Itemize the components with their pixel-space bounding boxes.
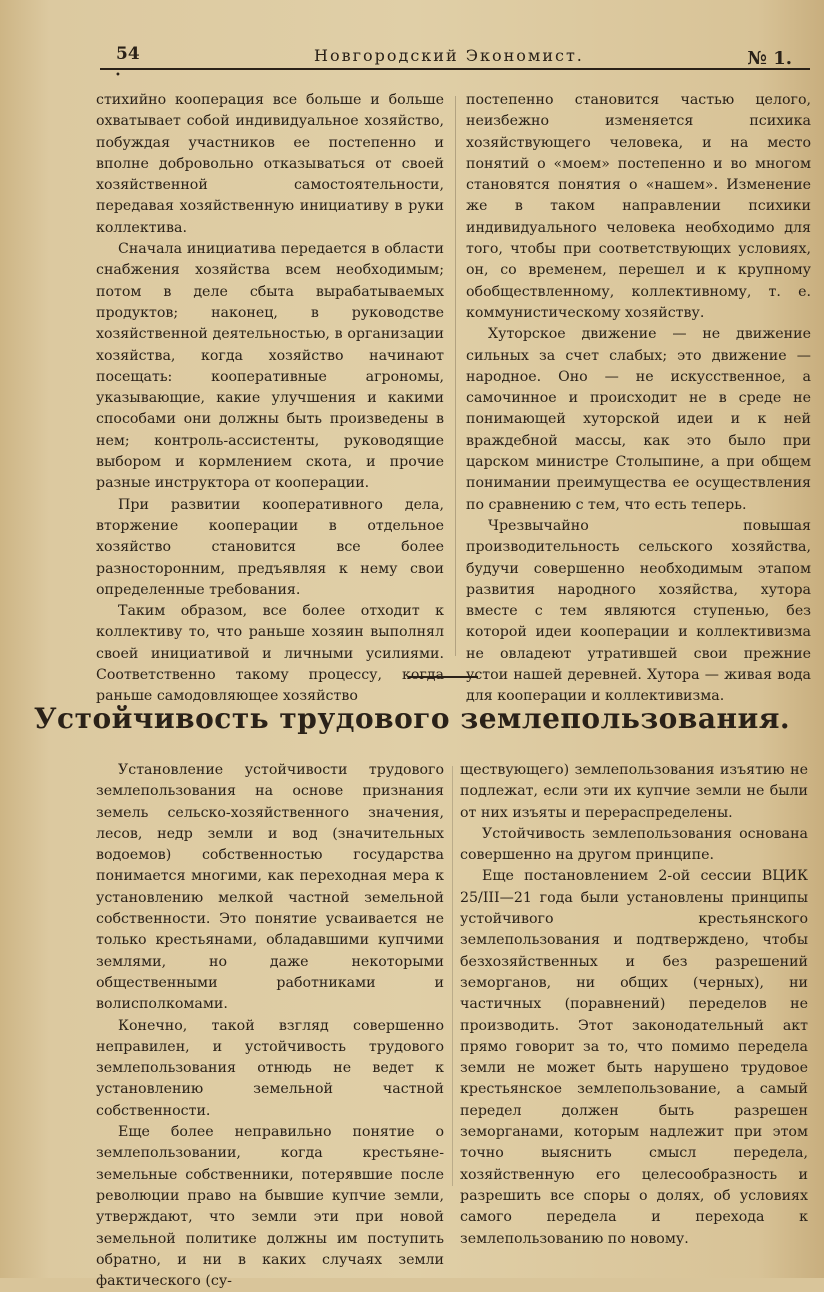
column-bottom-right <box>460 760 808 1250</box>
column-top-left <box>96 90 444 708</box>
paragraph: Чрезвычайно повышая производительность сельского хозяйства, будучи совершенно необходимым этапом развития народного хозяйства, хутора вместе с тем являются ступенью, без которой идеи кооперации и коллективизма не овладеют утратившей свои прежние устои нашей деревней. Хутора — живая вода для кооперации и коллективизма. <box>466 517 811 705</box>
column-divider <box>452 766 453 1186</box>
journal-title: Новгородский Экономист. <box>314 46 584 65</box>
header-rule <box>100 68 810 70</box>
paragraph: Устойчивость землепользования основана совершенно на другом принципе. <box>460 825 808 864</box>
page-number: 54 <box>116 44 140 64</box>
section-separator-rule <box>408 676 478 678</box>
issue-number: № 1. <box>747 48 792 69</box>
paragraph: Конечно, такой взгляд совершенно неправилен, и устойчивость трудового землепользования отнюдь не ведет к установлению земельной частной собственности. <box>96 1017 444 1119</box>
paragraph: Еще постановлением 2-ой сессии ВЦИК 25/III—21 года были установлены принципы устойчивого крестьянского землепользования и подтверждено, чтобы безхозяйственных и без разрешений земорганов, ни общих (черных), ни частичных (поравнений) переделов не производить. Этот законодательный акт прямо говорит за то, что помимо передела земли не может быть нарушено трудовое крестьянское землепользование, а самый передел должен быть разрешен земорганами, которым надлежит при этом точно выяснить смысл передела, хозяйственную его целесообразность и разрешить все споры о долях, об условиях самого передела и перехода к землепользованию по новому. <box>460 868 808 1247</box>
paragraph: постепенно становится частью целого, неизбежно изменяется психика хозяйствующего человека, и на место понятий о «моем» постепенно и во многом становятся понятия о «нашем». Изменение же в таком направлении психики индивидуального человека необходимо для того, чтобы при соответствующих условиях, он, со временем, перешел и к крупному обобществленному, коллективному, т. е. коммунистическому хозяйству. <box>466 92 811 321</box>
column-bottom-left <box>96 760 444 1292</box>
column-top-right <box>466 90 811 708</box>
print-dot: • <box>115 70 121 81</box>
paragraph: Установление устойчивости трудового землепользования на основе признания земель сельско-хозяйственного значения, лесов, недр земли и вод (значительных водоемов) собственностью государства понимается многими, как переходная мера к установлению мелкой частной земельной собственности. Это понятие усваивается не только крестьянами, обладавшими купчими землями, но даже некоторыми общественными работниками и волисполкомами. <box>96 762 444 1013</box>
paragraph: Еще более неправильно понятие о землепользовании, когда крестьяне-земельные собственники, потерявшие после революции право на бывшие купчие земли, утверждают, что земли эти при новой земельной политике должны им поступить обратно, и ни в каких случаях земли фактического (су- <box>96 1124 444 1290</box>
paragraph: Хуторское движение — не движение сильных за счет слабых; это движение — народное. Оно — не искусственное, а самочинное и происходит не в среде не понимающей хуторской идеи и к ней враждебной массы, как это было при царском министре Столыпине, а при общем понимании преимущества ее осуществления по сравнению с тем, что есть теперь. <box>466 326 811 513</box>
paragraph: ществующего) землепользования изъятию не подлежат, если эти их купчие земли не были от них изъяты и перераспределены. <box>460 762 808 821</box>
paragraph: При развитии кооперативного дела, вторжение кооперации в отдельное хозяйство становится все более разносторонним, предъявляя к нему свои определенные требования. <box>96 496 444 598</box>
paragraph: стихийно кооперация все больше и больше охватывает собой индивидуальное хозяйство, побуждая участников ее постепенно и вполне добровольно отказываться от своей хозяйственной самостоятельности, передавая хозяйственную инициативу в руки коллектива. <box>96 92 444 236</box>
paragraph: Таким образом, все более отходит к коллективу то, что раньше хозяин выполнял своей инициативой и личными усилиями. Соответственно такому процессу, когда раньше самодовляющее хозяйство <box>96 603 444 705</box>
paragraph: Сначала инициатива передается в области снабжения хозяйства всем необходимым; потом в деле сбыта вырабатываемых продуктов; наконец, в руководстве хозяйственной деятельностью, в организации хозяйства, когда хозяйство начинают посещать: кооперативные агрономы, указывающие, какие улучшения и какими способами они должны быть произведены в нем; контроль-ассистенты, руководящие выбором и кормлением скота, и прочие разные инструктора от кооперации. <box>96 241 444 492</box>
column-divider <box>455 96 456 656</box>
article-title: Устойчивость трудового землепользования. <box>33 702 791 735</box>
